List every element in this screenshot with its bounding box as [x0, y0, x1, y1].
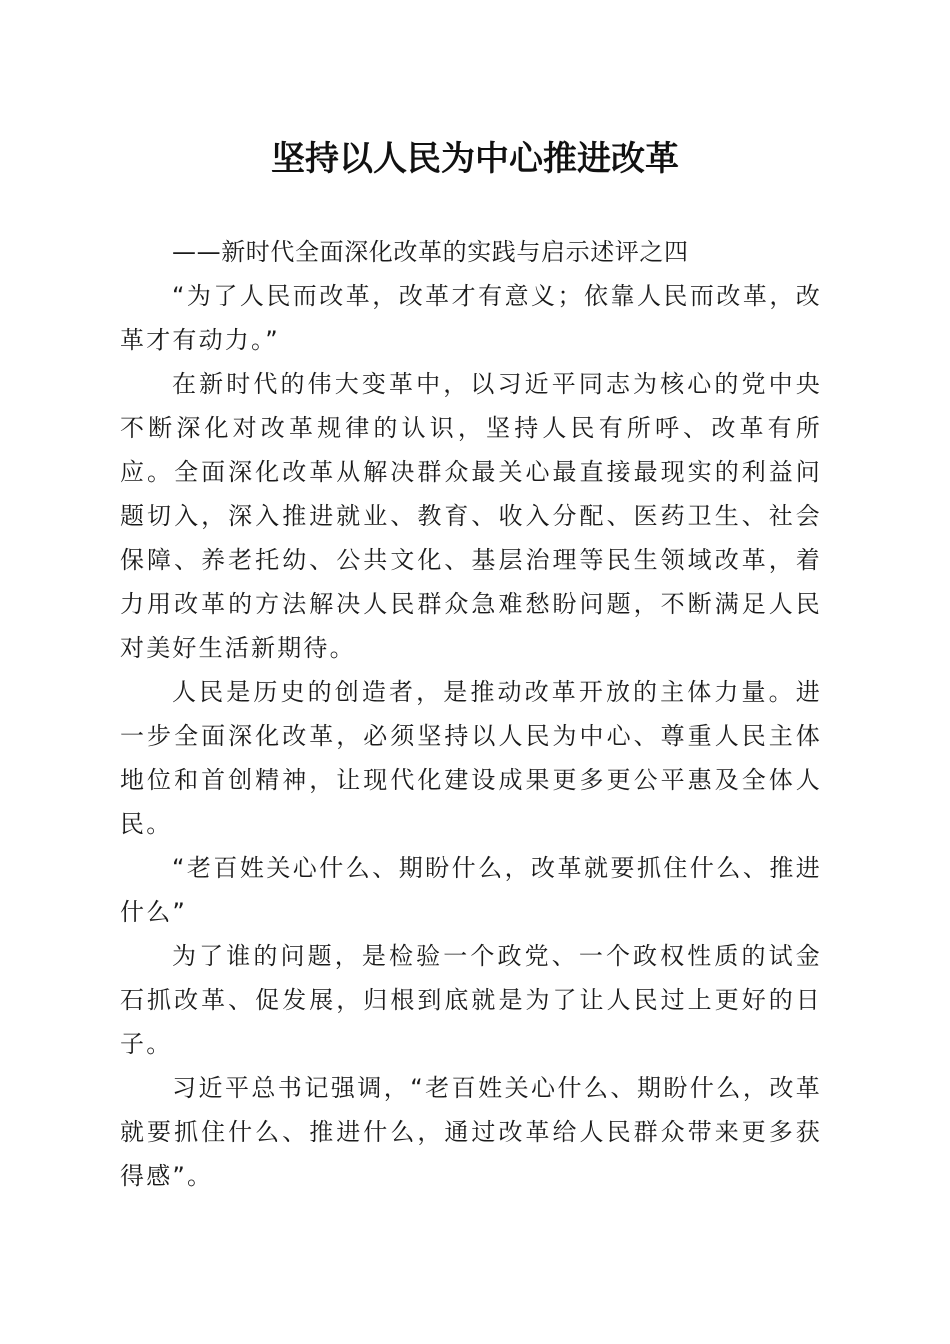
paragraph-4: “老百姓关心什么、期盼什么，改革就要抓住什么、推进什么” [120, 854, 822, 926]
paragraph-6: 习近平总书记强调，“老百姓关心什么、期盼什么，改革就要抓住什么、推进什么，通过改革给人民群众带来更多获得感”。 [120, 1074, 822, 1190]
paragraph-1: “为了人民而改革，改革才有意义；依靠人民而改革，改革才有动力。” [120, 282, 822, 354]
paragraph-2: 在新时代的伟大变革中，以习近平同志为核心的党中央不断深化对改革规律的认识，坚持人民有所呼、改革有所应。全面深化改革从解决群众最关心最直接最现实的利益问题切入，深入推进就业、教育、收入分配、医药卫生、社会保障、养老托幼、公共文化、基层治理等民生领域改革，着力用改革的方法解决人民群众急难愁盼问题，不断满足人民对美好生活新期待。 [120, 370, 822, 662]
paragraph-5: 为了谁的问题，是检验一个政党、一个政权性质的试金石抓改革、促发展，归根到底就是为了让人民过上更好的日子。 [120, 942, 822, 1058]
paragraph-3: 人民是历史的创造者，是推动改革开放的主体力量。进一步全面深化改革，必须坚持以人民为中心、尊重人民主体地位和首创精神，让现代化建设成果更多更公平惠及全体人民。 [120, 678, 822, 838]
document-body [120, 230, 822, 1198]
document-subtitle: ——新时代全面深化改革的实践与启示述评之四 [172, 238, 689, 266]
document-title: 坚持以人民为中心推进改革 [271, 139, 679, 179]
